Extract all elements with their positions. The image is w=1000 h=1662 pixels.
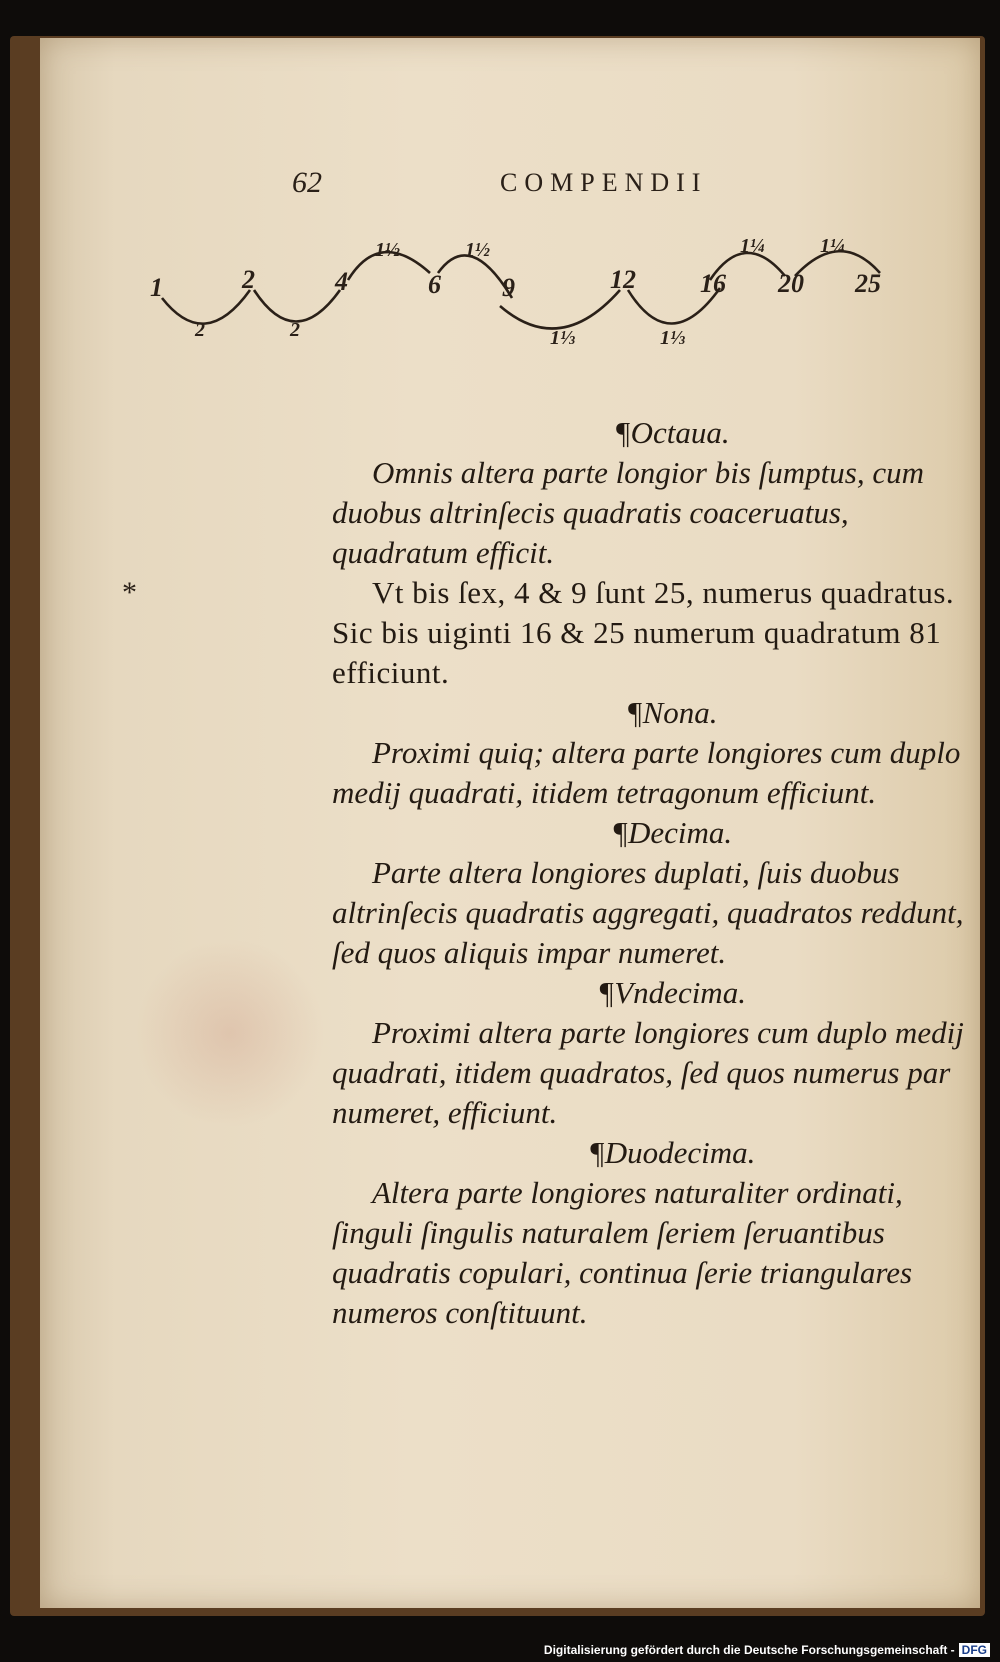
- page-stain: [135, 938, 325, 1128]
- decima-proposition: Parte altera longiores duplati, ſuis duobus altrinſecis quadratis aggregati, quadratos reddunt, ſed quos aliquis impar numeret.: [332, 855, 964, 970]
- digitization-credit: [544, 1643, 990, 1657]
- diagram-number-25: 25: [855, 269, 881, 298]
- page-number: 62: [292, 166, 322, 199]
- book-page: [40, 38, 980, 1608]
- arc-1-2-lower: [162, 290, 250, 324]
- arc-9-12-lower: [500, 290, 620, 329]
- page-header: [40, 166, 980, 206]
- diagram-number-4: 4: [335, 267, 348, 296]
- ratio-lower-3: 1⅓: [550, 327, 575, 349]
- nona-proposition: Proximi quiq; altera parte longiores cum duplo medij quadrati, itidem tetragonum efficiunt.: [332, 735, 961, 810]
- ratio-diagram: [150, 228, 970, 378]
- dfg-logo: DFG: [959, 1643, 990, 1657]
- duodecima-proposition: Altera parte longiores naturaliter ordinati, ſinguli ſingulis naturalem ſeriem ſeruantibus quadratis copulari, continua ſerie triangulares numeros conſtituunt.: [332, 1175, 913, 1330]
- diagram-number-1: 1: [150, 273, 163, 302]
- diagram-number-9: 9: [502, 273, 515, 302]
- running-head: COMPENDII: [500, 168, 708, 197]
- ratio-lower-4: 1⅓: [660, 327, 685, 349]
- section-heading-duodecima: ¶Duodecima.: [588, 1135, 756, 1170]
- ratio-upper-3: 1¼: [740, 235, 765, 257]
- ratio-lower-2: 2: [290, 319, 300, 341]
- section-heading-octaua: ¶Octaua.: [614, 415, 730, 450]
- ratio-upper-2: 1½: [465, 239, 490, 261]
- diagram-number-12: 12: [610, 265, 636, 294]
- octaua-example: Vt bis ſex, 4 & 9 ſunt 25, numerus quadratus. Sic bis uiginti 16 & 25 numerum quadratum 81 efficiunt.: [332, 575, 955, 690]
- arc-2-4-lower: [254, 290, 340, 322]
- octaua-proposition: Omnis altera parte longior bis ſumptus, cum duobus altrinſecis quadratis coaceruatus, quadratum efficit.: [332, 455, 924, 570]
- diagram-number-16: 16: [700, 269, 726, 298]
- margin-mark: *: [122, 576, 137, 609]
- vndecima-proposition: Proximi altera parte longiores cum duplo medij quadrati, itidem quadratos, ſed quos numerus par numeret, efficiunt.: [332, 1015, 964, 1130]
- ratio-upper-1: 1½: [375, 239, 400, 261]
- section-heading-nona: ¶Nona.: [626, 695, 718, 730]
- main-text: [332, 413, 972, 1333]
- section-heading-decima: ¶Decima.: [611, 815, 733, 850]
- diagram-number-2: 2: [242, 265, 255, 294]
- section-heading-vndecima: ¶Vndecima.: [598, 975, 746, 1010]
- diagram-number-6: 6: [428, 270, 441, 299]
- diagram-number-20: 20: [778, 269, 804, 298]
- credit-text: Digitalisierung gefördert durch die Deutsche Forschungsgemeinschaft -: [543, 1643, 955, 1657]
- arc-6-9-upper: [438, 255, 512, 298]
- ratio-upper-4: 1¼: [820, 235, 845, 257]
- ratio-lower-1: 2: [195, 319, 205, 341]
